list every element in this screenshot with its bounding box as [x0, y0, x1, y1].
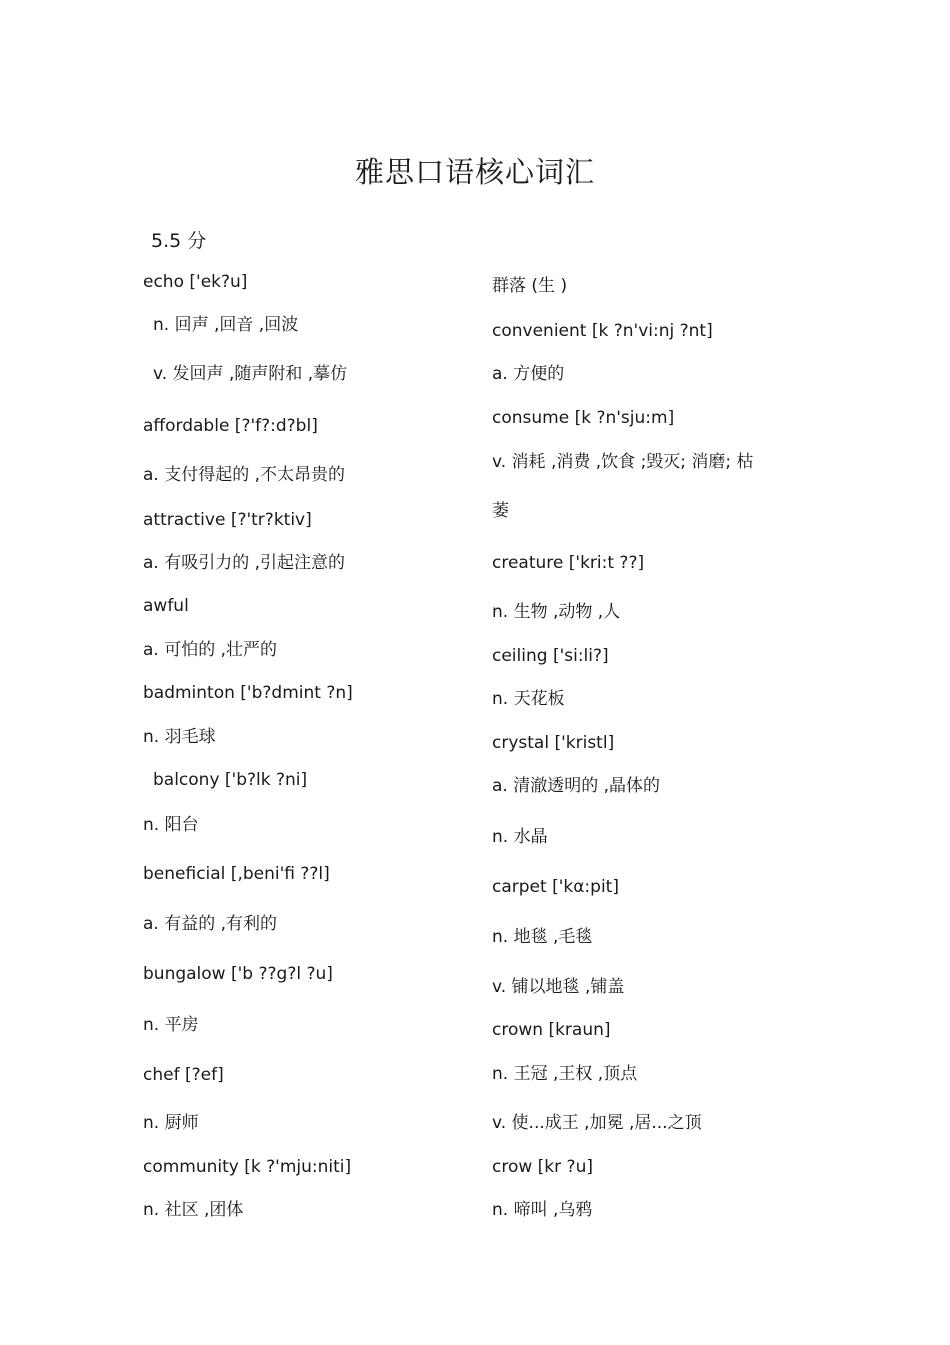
- vocab-line: a. 有吸引力的 ,引起注意的: [143, 553, 346, 573]
- vocab-line: attractive [?'tr?ktiv]: [143, 510, 312, 530]
- vocab-line: a. 有益的 ,有利的: [143, 914, 278, 934]
- vocab-line: bungalow ['b ??g?l ?u]: [143, 964, 333, 984]
- vocab-line: crown [kraun]: [492, 1020, 611, 1040]
- vocab-line: a. 清澈透明的 ,晶体的: [492, 776, 661, 796]
- vocab-line: community [k ?'mju:niti]: [143, 1157, 352, 1177]
- vocab-line: n. 社区 ,团体: [143, 1200, 244, 1220]
- vocab-line: n. 平房: [143, 1015, 199, 1035]
- vocab-line: ceiling ['si:li?]: [492, 646, 609, 666]
- vocab-line: n. 羽毛球: [143, 727, 216, 747]
- page-title: 雅思口语核心词汇: [354, 155, 595, 189]
- level-heading: 5.5 分: [151, 230, 207, 252]
- vocab-line: 萎: [492, 501, 509, 521]
- vocab-line: affordable [?'f?:d?bl]: [143, 416, 318, 436]
- vocab-line: n. 地毯 ,毛毯: [492, 927, 593, 947]
- vocab-line: n. 天花板: [492, 689, 565, 709]
- vocab-line: awful: [143, 596, 189, 616]
- vocab-line: v. 消耗 ,消费 ,饮食 ;毁灭; 消磨; 枯: [492, 452, 754, 472]
- vocab-line: a. 支付得起的 ,不太昂贵的: [143, 465, 346, 485]
- vocab-line: convenient [k ?n'vi:nj ?nt]: [492, 321, 713, 341]
- vocab-line: n. 水晶: [492, 827, 548, 847]
- vocab-line: n. 王冠 ,王权 ,顶点: [492, 1064, 638, 1084]
- vocab-line: echo ['ek?u]: [143, 272, 248, 292]
- vocab-line: v. 发回声 ,随声附和 ,摹仿: [153, 364, 348, 384]
- vocab-line: a. 方便的: [492, 364, 565, 384]
- vocab-line: n. 回声 ,回音 ,回波: [153, 315, 299, 335]
- vocab-line: n. 啼叫 ,乌鸦: [492, 1200, 593, 1220]
- vocab-line: chef [?ef]: [143, 1065, 224, 1085]
- vocab-line: badminton ['b?dmint ?n]: [143, 683, 353, 703]
- vocab-line: 群落 (生 ): [492, 276, 568, 296]
- vocab-line: v. 铺以地毯 ,铺盖: [492, 977, 625, 997]
- vocab-line: crow [kr ?u]: [492, 1157, 593, 1177]
- vocab-line: a. 可怕的 ,壮严的: [143, 640, 278, 660]
- vocab-line: v. 使...成王 ,加冕 ,居...之顶: [492, 1113, 702, 1133]
- vocab-line: carpet ['kα:pit]: [492, 877, 619, 897]
- vocab-line: n. 生物 ,动物 ,人: [492, 602, 621, 622]
- vocab-line: beneficial [,beni'fi ??l]: [143, 864, 330, 884]
- vocab-line: creature ['kri:t ??]: [492, 553, 645, 573]
- vocab-line: balcony ['b?lk ?ni]: [153, 770, 308, 790]
- vocab-line: n. 阳台: [143, 815, 199, 835]
- vocab-line: n. 厨师: [143, 1113, 199, 1133]
- vocab-line: crystal ['kristl]: [492, 733, 615, 753]
- vocab-line: consume [k ?n'sju:m]: [492, 408, 675, 428]
